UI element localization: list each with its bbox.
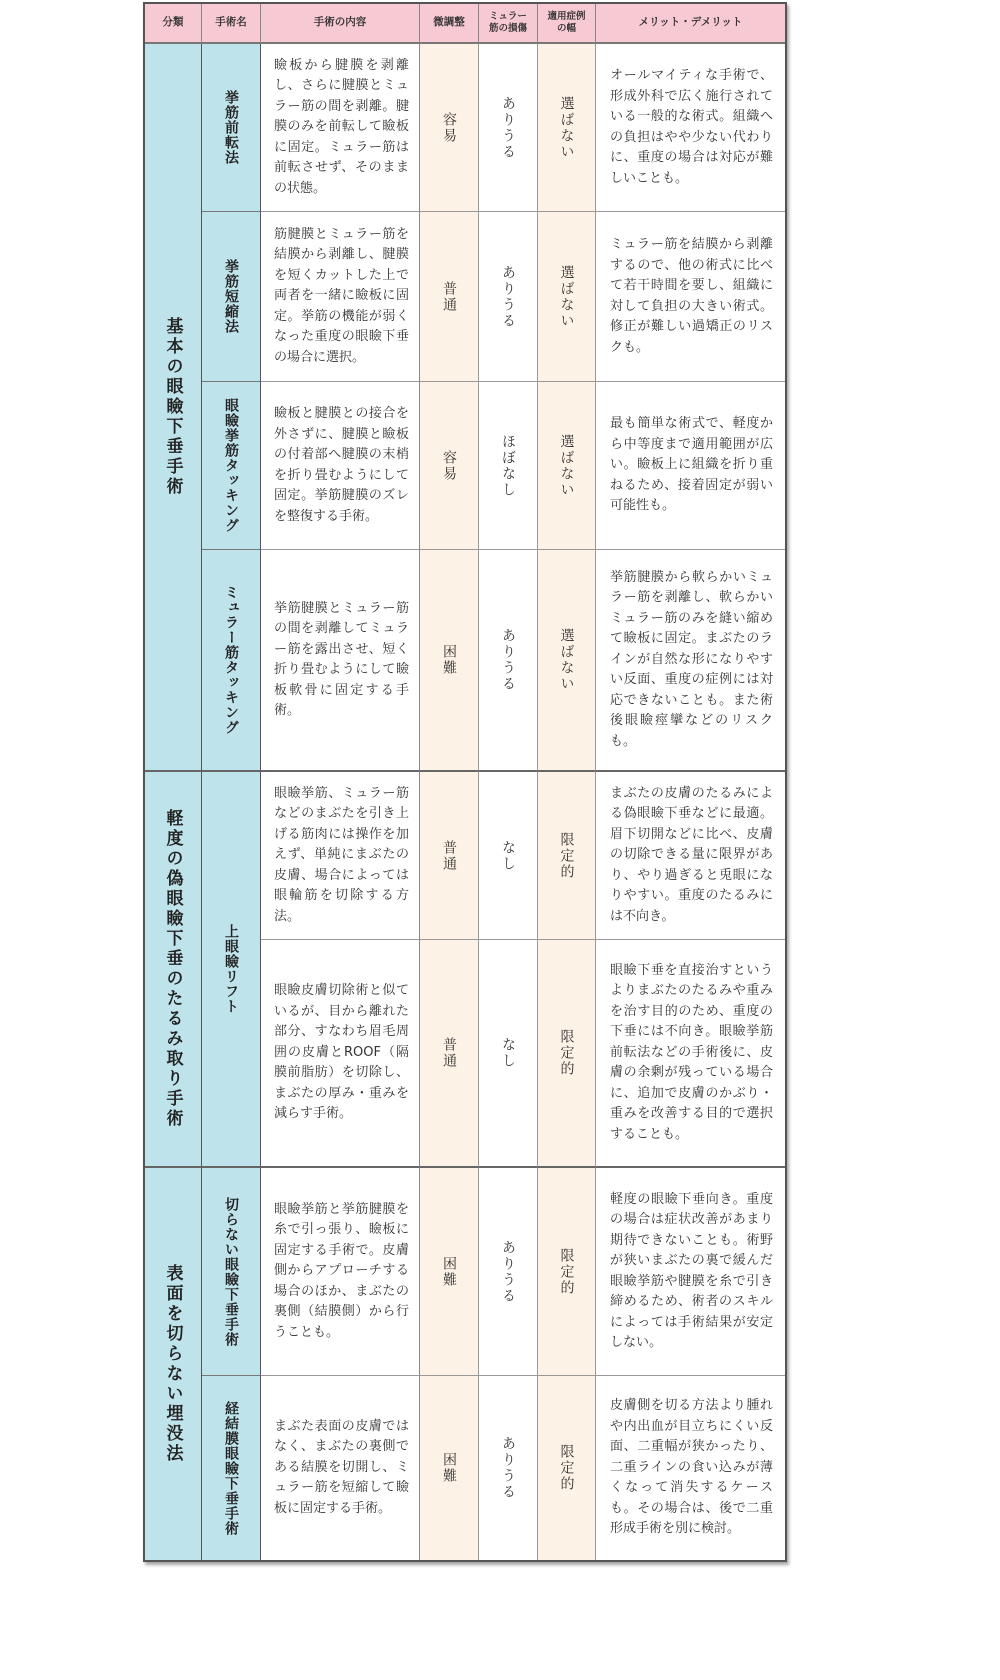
row-muller: ほぼなし [479,382,538,550]
row-content: 眼瞼皮膚切除術と似ているが、目から離れた部分、すなわち眉毛周囲の皮膚とROOF（隔膜前脂肪）を切除し、まぶたの厚み・重みを減らす手術。 [261,940,420,1168]
category-label: 基本の眼瞼下垂手術 [162,317,183,497]
category-buried [145,1168,202,1560]
row-merit: オールマイティな手術で、形成外科で広く施行されている一般的な術式。組織への負担はやや少ない代わりに、重度の場合は対応が難しいことも。 [596,44,785,212]
row-muller: ありうる [479,550,538,772]
header-range: 適用症例の幅 [538,4,596,44]
category-label: 表面を切らない埋没法 [162,1264,183,1464]
row-merit: 最も簡単な術式で、軽度から中等度まで適用範囲が広い。瞼板上に組織を折り重ねるため、接着固定が弱い可能性も。 [596,382,785,550]
row-range: 選ばない [538,382,596,550]
row-adjust: 困難 [420,1168,479,1376]
row-content: 眼瞼挙筋と挙筋腱膜を糸で引っ張り、瞼板に固定する手術で。皮膚側からアプローチする場合のほか、まぶたの裏側（結膜側）から行うことも。 [261,1168,420,1376]
row-range: 選ばない [538,550,596,772]
row-content: 筋腱膜とミュラー筋を結膜から剥離し、腱膜を短くカットした上で両者を一緒に瞼板に固定。挙筋の機能が弱くなった重度の眼瞼下垂の場合に選択。 [261,212,420,382]
row-content: 瞼板から腱膜を剥離し、さらに腱膜とミュラー筋の間を剥離。腱膜のみを前転して瞼板に固定。ミュラー筋は前転させず、そのままの状態。 [261,44,420,212]
header-merit: メリット・デメリット [596,4,785,44]
header-name: 手術名 [202,4,261,44]
row-merit: 眼瞼下垂を直接治すというよりまぶたのたるみや重みを治す目的のため、重度の下垂には不向き。眼瞼挙筋前転法などの手術後に、皮膚の余剰が残っている場合に、追加で皮膚のかぶり・重みを改善する目的で選択することも。 [596,940,785,1168]
category-label: 軽度の偽眼瞼下垂のたるみ取り手術 [162,809,183,1129]
row-muller: なし [479,940,538,1168]
procedure-name: 上眼瞼リフト [202,772,261,1168]
row-adjust: 容易 [420,44,479,212]
header-content: 手術の内容 [261,4,420,44]
row-muller: ありうる [479,44,538,212]
row-muller: ありうる [479,1168,538,1376]
header-adjust: 微調整 [420,4,479,44]
row-range: 限定的 [538,1168,596,1376]
row-merit: 挙筋腱膜から軟らかいミュラー筋を剥離し、軟らかいミュラー筋のみを縫い縮めて瞼板に固定。まぶたのラインが自然な形になりやすい反面、重度の症例には対応できないことも。また術後眼瞼痙攣などのリスクも。 [596,550,785,772]
row-content: まぶた表面の皮膚ではなく、まぶたの裏側である結膜を切開し、ミュラー筋を短縮して瞼板に固定する手術。 [261,1376,420,1560]
row-content: 眼瞼挙筋、ミュラー筋などのまぶたを引き上げる筋肉には操作を加えず、単純にまぶたの皮膚、場合によっては眼輪筋を切除する方法。 [261,772,420,940]
row-merit: 皮膚側を切る方法より腫れや内出血が目立ちにくい反面、二重幅が狭かったり、二重ラインの食い込みが薄くなって消失するケースも。その場合は、後で二重形成手術を別に検討。 [596,1376,785,1560]
procedure-name: ミュラー筋タッキング [202,550,261,772]
row-muller: なし [479,772,538,940]
row-muller: ありうる [479,1376,538,1560]
row-merit: まぶたの皮膚のたるみによる偽眼瞼下垂などに最適。眉下切開などに比べ、皮膚の切除できる量に限界があり、やり過ぎると兎眼になりやすい。重度のたるみには不向き。 [596,772,785,940]
row-adjust: 普通 [420,940,479,1168]
row-adjust: 容易 [420,382,479,550]
procedure-name: 眼瞼挙筋タッキング [202,382,261,550]
row-merit: 軽度の眼瞼下垂向き。重度の場合は症状改善があまり期待できないことも。術野が狭いまぶたの裏で緩んだ眼瞼挙筋や腱膜を糸で引き締めるため、術者のスキルによっては手術結果が安定しない。 [596,1168,785,1376]
row-adjust: 困難 [420,550,479,772]
category-pseudo [145,772,202,1168]
procedure-name: 挙筋前転法 [202,44,261,212]
row-range: 選ばない [538,44,596,212]
surgery-comparison-table [143,2,787,1562]
header-category: 分類 [145,4,202,44]
category-basic [145,44,202,772]
row-range: 限定的 [538,940,596,1168]
procedure-name: 経結膜眼瞼下垂手術 [202,1376,261,1560]
procedure-name: 切らない眼瞼下垂手術 [202,1168,261,1376]
row-range: 限定的 [538,772,596,940]
procedure-name: 挙筋短縮法 [202,212,261,382]
row-content: 瞼板と腱膜との接合を外さずに、腱膜と瞼板の付着部へ腱膜の末梢を折り畳むようにして固定。挙筋腱膜のズレを整復する手術。 [261,382,420,550]
row-content: 挙筋腱膜とミュラー筋の間を剥離してミュラー筋を露出させ、短く折り畳むようにして瞼板軟骨に固定する手術。 [261,550,420,772]
row-adjust: 普通 [420,772,479,940]
row-merit: ミュラー筋を結膜から剥離するので、他の術式に比べて若干時間を要し、組織に対して負担の大きい術式。修正が難しい過矯正のリスクも。 [596,212,785,382]
row-adjust: 普通 [420,212,479,382]
row-adjust: 困難 [420,1376,479,1560]
header-muller-damage: ミュラー筋の損傷 [479,4,538,44]
row-muller: ありうる [479,212,538,382]
row-range: 選ばない [538,212,596,382]
row-range: 限定的 [538,1376,596,1560]
